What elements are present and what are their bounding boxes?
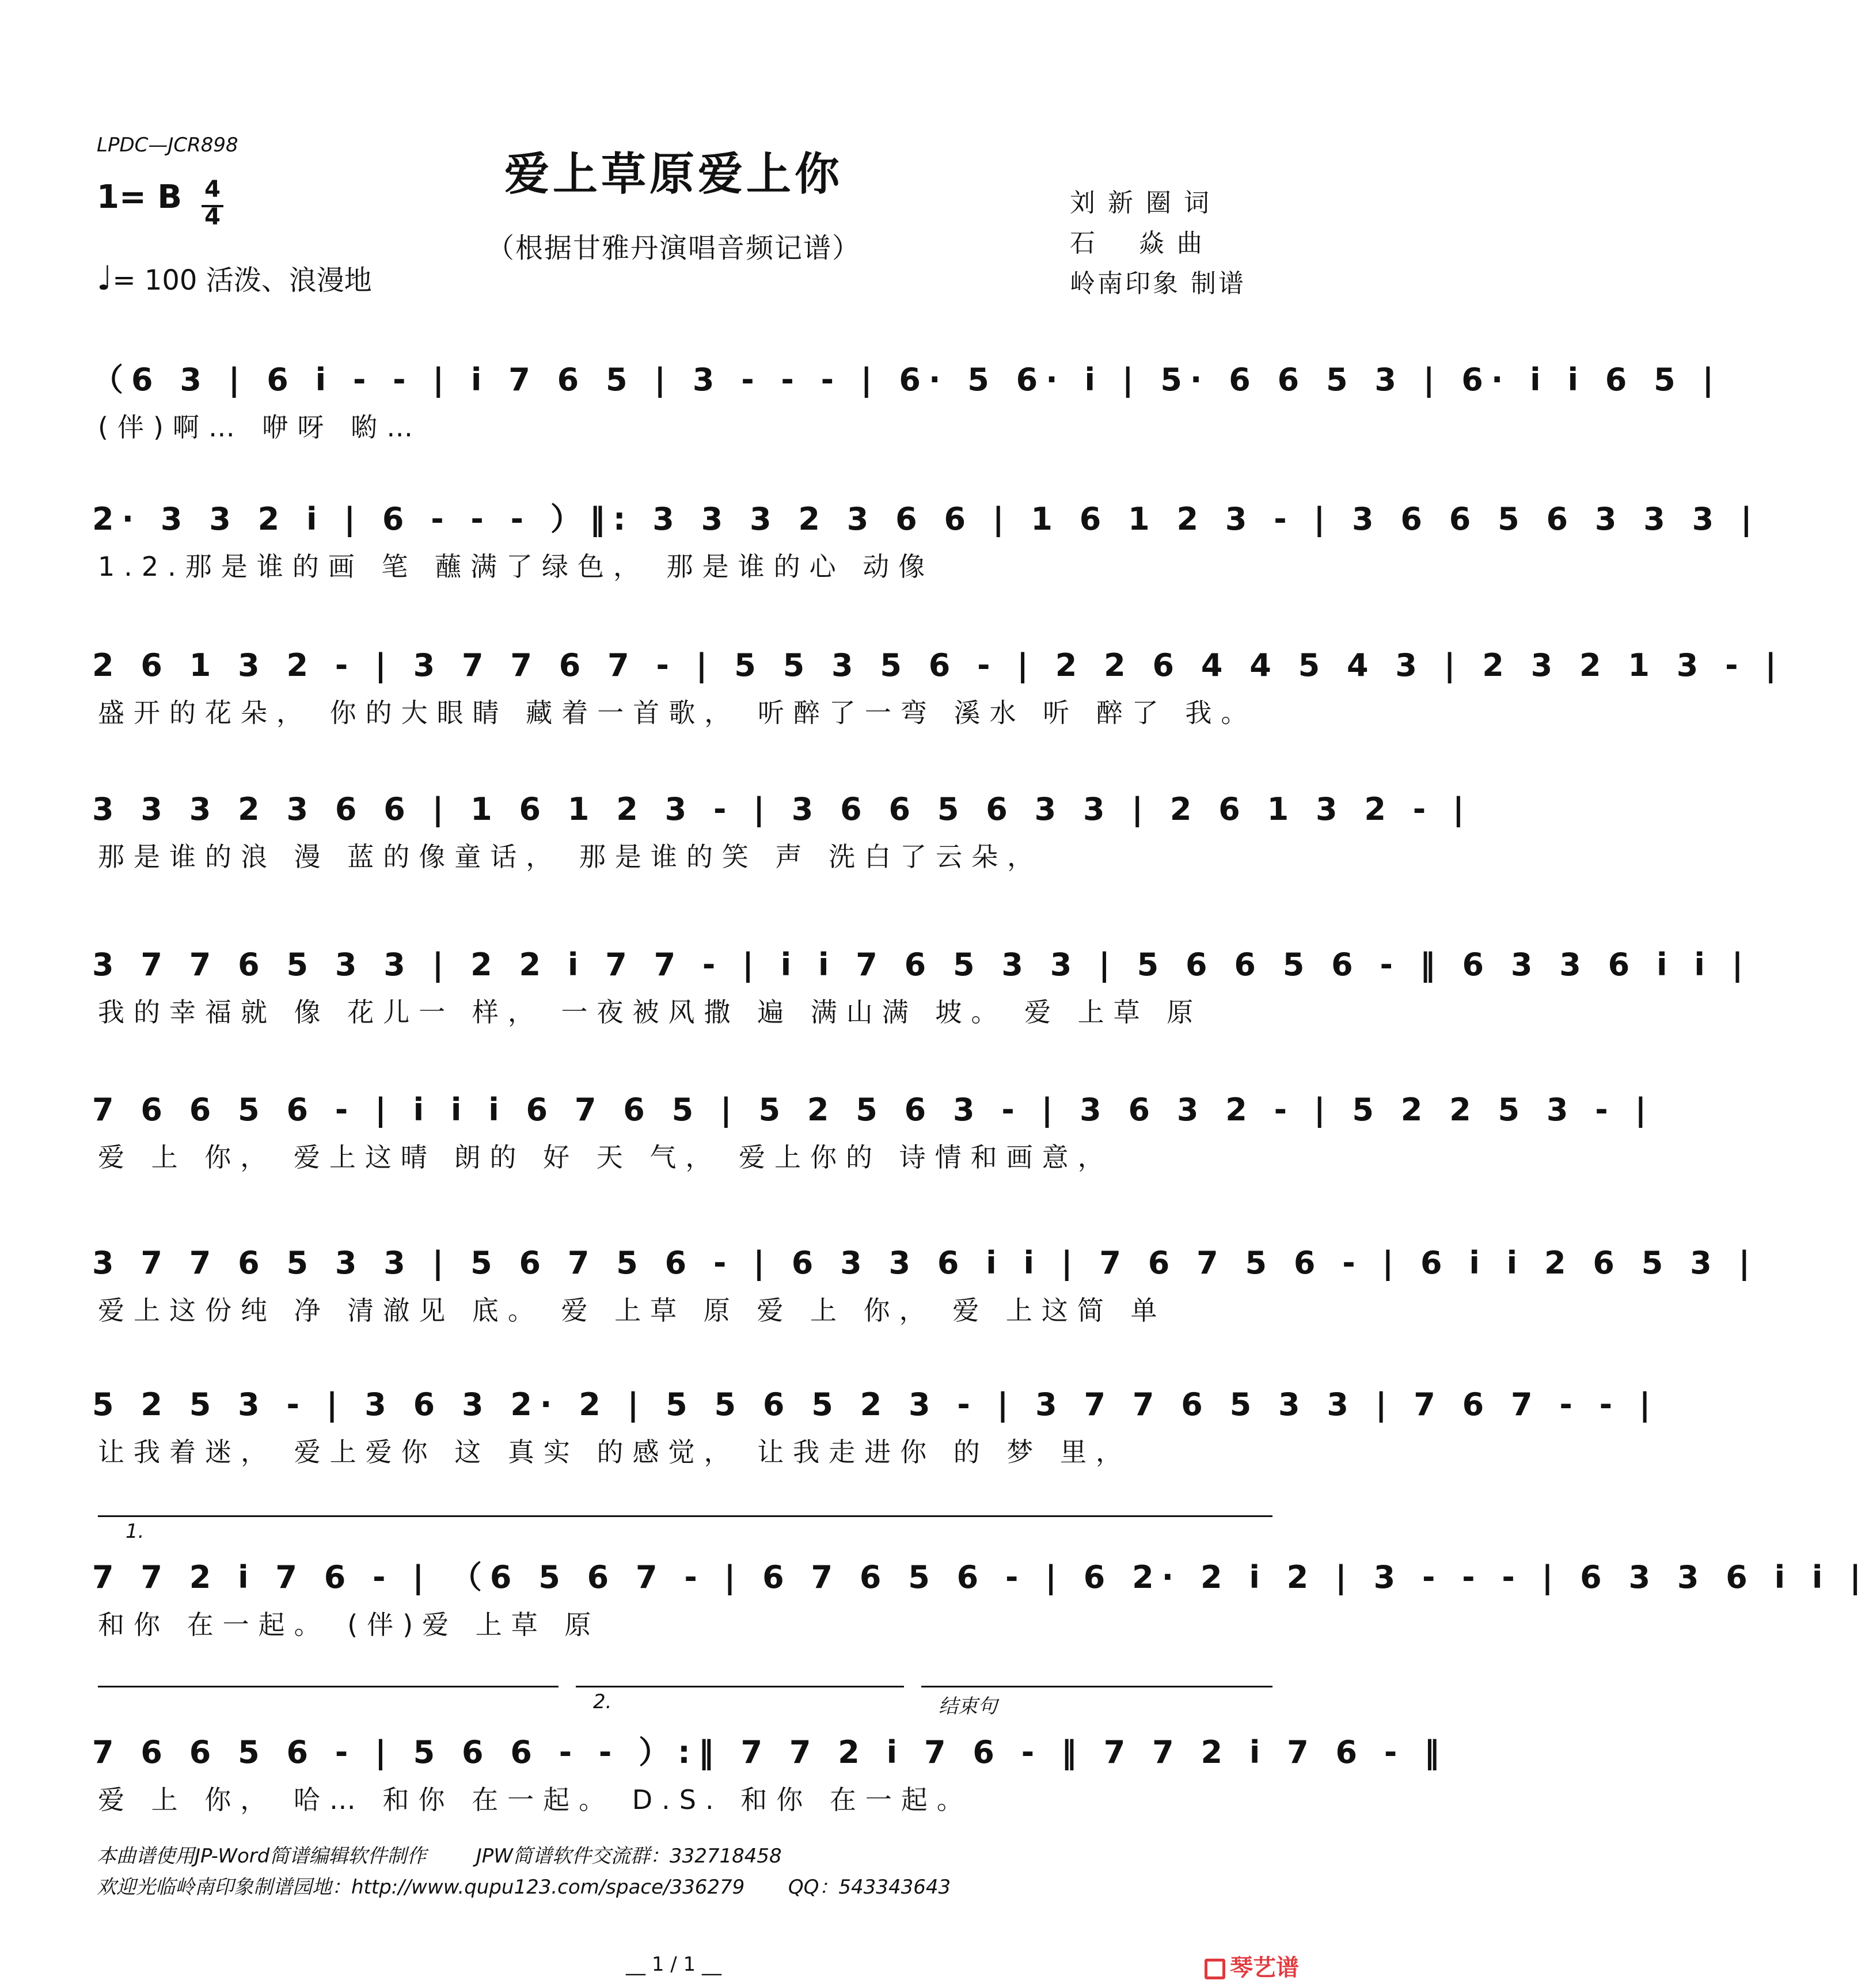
volta-1-label: 1. [126,1520,145,1543]
song-subtitle: （根据甘雅丹演唱音频记谱） [486,232,861,264]
lyrics-line: 1.2.那是谁的画 笔 蘸满了绿色， 那是谁的心 动像 [98,551,934,582]
footer-software-note: 本曲谱使用JP-Word简谱编辑软件制作 JPW简谱软件交流群：332718458 [97,1845,782,1868]
quarter-note-icon: ♩ [97,259,113,298]
notation-line: 3 7 7 6 5 3 3 | 5 6 7 5 6 - | 6 3 3 6 i i | 7 6 7 5 6 - | 6 i i 2 6 5 3 | [92,1245,1758,1281]
lyricist: 刘 新 圈 词 [1070,188,1211,218]
credits [1070,183,1246,304]
volta-2-label: 2. [593,1690,612,1713]
lyrics-line: 盛开的花朵， 你的大眼睛 藏着一首歌， 听醉了一弯 溪水 听 醉了 我。 [98,697,1257,728]
site-logo [1205,1949,1299,1982]
tempo-text: = 100 活泼、浪漫地 [112,264,372,297]
page-number: __ 1 / 1 __ [626,1953,721,1976]
volta-bracket-1 [98,1515,1272,1530]
lyrics-line: 爱上这份纯 净 清澈见 底。 爱 上草 原 爱 上 你， 爱 上这简 单 [98,1295,1167,1326]
key-signature [97,176,221,230]
footer-website-note: 欢迎光临岭南印象制谱园地：http://www.qupu123.com/space/336279 QQ：543343643 [97,1876,951,1899]
key-text: 1= B [97,178,183,216]
song-title: 爱上草原爱上你 [504,149,843,200]
notation-line: 7 7 2 i 7 6 - | （6 5 6 7 - | 6 7 6 5 6 - | 6 2· 2 i 2 | 3 - - - | 6 3 3 6 i i | [92,1559,1869,1595]
lyrics-line: (伴)啊… 咿呀 喲… [98,412,423,443]
notation-line: 3 7 7 6 5 3 3 | 2 2 i 7 7 - | i i 7 6 5 3 3 | 5 6 6 5 6 - ‖ 6 3 3 6 i i | [92,947,1752,983]
lyrics-line: 爱 上 你， 哈… 和你 在一起。 D.S. 和你 在一起。 [98,1784,973,1815]
notation-line: 3 3 3 2 3 6 6 | 1 6 1 2 3 - | 3 6 6 5 6 3 3 | 2 6 1 3 2 - | [92,791,1472,827]
notation-line: 5 2 5 3 - | 3 6 3 2· 2 | 5 5 6 5 2 3 - | 3 7 7 6 5 3 3 | 7 6 7 - - | [92,1386,1659,1423]
volta-bracket-1-end [98,1686,559,1700]
lyrics-line: 让我着迷， 爱上爱你 这 真实 的感觉， 让我走进你 的 梦 里， [98,1436,1131,1468]
logo-text: 琴艺谱 [1230,1955,1299,1981]
composer: 石 焱 曲 [1070,229,1205,258]
notation-line: 7 6 6 5 6 - | 5 6 6 - - ）:‖ 7 7 2 i 7 6 - ‖ 7 7 2 i 7 6 - ‖ [92,1734,1448,1770]
tempo-marking [97,258,372,298]
ending-label: 结束句 [939,1695,997,1718]
lyrics-line: 和你 在一起。 (伴)爱 上草 原 [98,1609,601,1640]
lyrics-line: 那是谁的浪 漫 蓝的像童话， 那是谁的笑 声 洗白了云朵， [98,841,1043,872]
transcriber: 岭南印象 制谱 [1070,269,1246,298]
notation-line: 2 6 1 3 2 - | 3 7 7 6 7 - | 5 5 3 5 6 - | 2 2 6 4 4 5 4 3 | 2 3 2 1 3 - | [92,647,1785,683]
score-code: LPDC—JCR898 [97,134,238,157]
notation-line: （6 3 | 6 i - - | i 7 6 5 | 3 - - - | 6· 5 6· i | 5· 6 6 5 3 | 6· i i 6 5 | [92,362,1722,398]
time-signature-bottom: 4 [204,204,221,230]
lyrics-line: 我的幸福就 像 花儿一 样， 一夜被风撒 遍 满山满 坡。 爱 上草 原 [98,997,1203,1028]
time-signature-top: 4 [204,176,221,203]
notation-line: 7 6 6 5 6 - | i i i 6 7 6 5 | 5 2 5 6 3 - | 3 6 3 2 - | 5 2 2 5 3 - | [92,1092,1655,1128]
logo-icon [1205,1959,1225,1979]
volta-bracket-2 [576,1686,904,1700]
lyrics-line: 爱 上 你， 爱上这晴 朗的 好 天 气， 爱上你的 诗情和画意， [98,1142,1114,1173]
notation-line: 2· 3 3 2 i | 6 - - - ）‖: 3 3 3 2 3 6 6 | 1 6 1 2 3 - | 3 6 6 5 6 3 3 3 | [92,501,1760,537]
